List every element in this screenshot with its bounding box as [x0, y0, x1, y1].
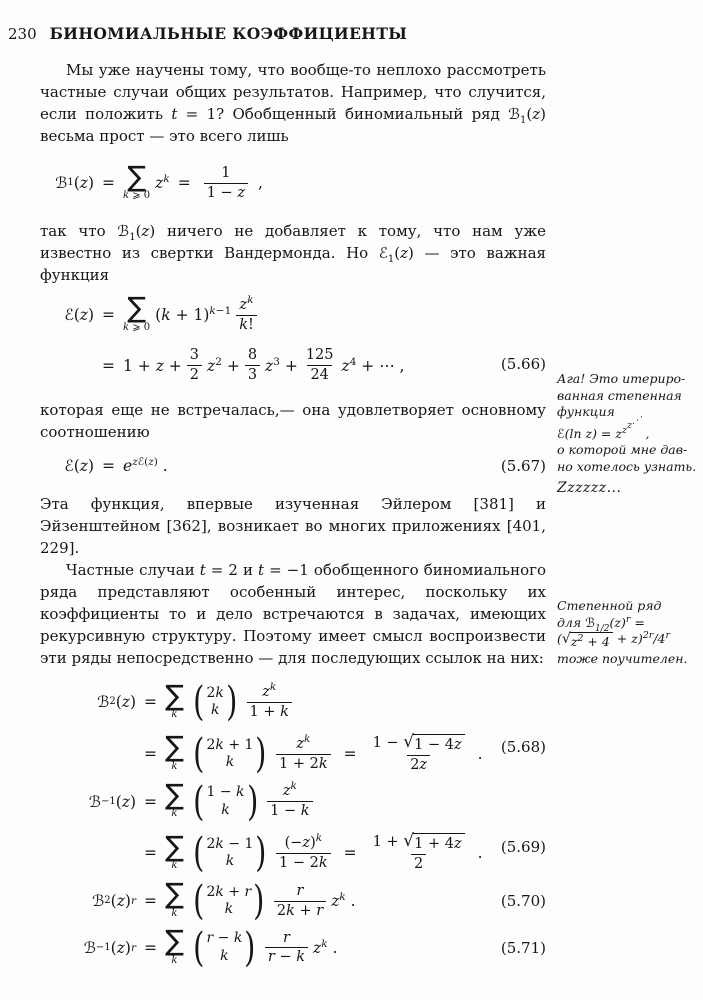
paragraph-vandermonde: так что ℬ$_1$(z) ничего не добавляет к тому, что нам уже известно из свертки Вандермонда. Но ℰ$_1$(z) — это важная функция: [40, 221, 546, 284]
equation-5-70: [40, 877, 546, 925]
paragraph-euler-eisenstein: Эта функция, впервые изученная Эйлером [381] и Эйзенштейном [362], возникает во многих приложениях [401, 229].: [40, 495, 546, 558]
equation-lhs: ℬ 2 ( z ): [97, 693, 136, 712]
equation-number-5-71: (5.71): [500, 938, 546, 957]
paragraph-special-cases: Мы уже научены тому, что вообще-то неплохо рассмотреть частные случаи общих результатов. Например, что случится, если положить t = 1? Обобщенный биномиальный ряд ℬ$_1$(z) весьма прост — это всего лишь: [40, 61, 546, 145]
equation-line-2: = ∑ k ( 2k + 1 k ) $\frac{z^k}{1 + 2k}$ = 1 − √ 1 − 4z 2z .: [144, 730, 483, 778]
equation-5-68: [40, 678, 546, 778]
equation-lhs: ℬ −1 ( z ): [88, 792, 136, 811]
equation-lhs: ℬ 1 ( z ): [55, 174, 94, 193]
equation-number-5-66: (5.66): [500, 355, 546, 374]
equation-line-2: = ∑ k ( 2k − 1 k ) $\frac{(-z)^k}{1 - 2k}$ = 1 + √ 1 + 4z 2 .: [144, 829, 483, 877]
equation-rhs: = ∑ k ( r − k k ) r r − k $z^k$ .: [144, 924, 338, 971]
equation-rhs: = ∑ k ( 2k + r k ) r 2k + r $z^k$ .: [144, 877, 356, 925]
equation-lhs: ℬ 2 ( z ) r: [92, 892, 136, 911]
paragraph-relation-intro: которая еще не встречалась,— она удовлетворяет основному соотношению: [40, 401, 546, 442]
running-head: [8, 24, 407, 43]
equation-rhs: = $e^{zℰ(z)}$ .: [102, 456, 168, 476]
equation-lhs: ℰ ( z ): [64, 457, 94, 476]
equation-rhs: = ∑ k ⩾ 0 $z^k$ = $\frac{1}{1 - z}$ ,: [102, 159, 263, 202]
equation-5-71: [40, 924, 546, 971]
equation-5-67: [40, 455, 546, 477]
equation-number-5-70: (5.70): [500, 892, 546, 911]
margin-note-power-series: Степенной ряд для $ℬ_{1/2}(z)^r$ = ( √ $z^2 + 4$ + $z)^{2r}/4^r$ тоже поучителен.: [557, 598, 688, 666]
equation-line-1: = ∑ k ⩾ 0 $(k + 1)^{k-1}$ $z^k$ k!: [94, 296, 546, 335]
margin-note-iterated-power: Ага! Это итериро- ванная степенная функция ℰ(ln $z) = z^{z^{z^⋰}}$ , о которой мне дав- но хотелось узнать. Zzzzzz...: [557, 371, 697, 496]
equation-line-2: = 1 + z + $\frac{3}{2}$ $z^2$ + $\frac{8}{3}$ $z^3$ + $\frac{125}{24}$ $z^4$ + ⋯ ,: [102, 347, 405, 384]
paragraph-special-t-values: Частные случаи t = 2 и t = −1 обобщенного биномиального ряда представляют особенный интерес, поскольку их коэффициенты то и дело встречаются в задачах, имеющих рекурсивную структуру. Поэтому имеет смысл воспроизвести эти ряды непосредственно — для последующих ссылок на них:: [40, 561, 546, 668]
equation-number-5-68: (5.68): [500, 738, 546, 757]
equation-lhs: ℬ −1 ( z ) r: [83, 938, 136, 957]
equation-5-69: [40, 778, 546, 877]
equation-b1-series: [40, 159, 546, 203]
equation-5-66: [40, 291, 546, 385]
page-number: 230: [8, 25, 37, 43]
chapter-title: БИНОМИАЛЬНЫЕ КОЭФФИЦИЕНТЫ: [49, 24, 408, 43]
equation-lhs: ℰ ( z ): [64, 306, 94, 325]
equation-number-5-69: (5.69): [500, 837, 546, 856]
equation-number-5-67: (5.67): [500, 457, 546, 476]
equation-line-1: = ∑ k ( 2k k ) $z^k$ 1 + k: [136, 683, 546, 722]
main-text-column: [40, 59, 546, 971]
equation-line-1: = ∑ k ( 1 − k k ) $z^k$ 1 − k: [136, 782, 546, 821]
